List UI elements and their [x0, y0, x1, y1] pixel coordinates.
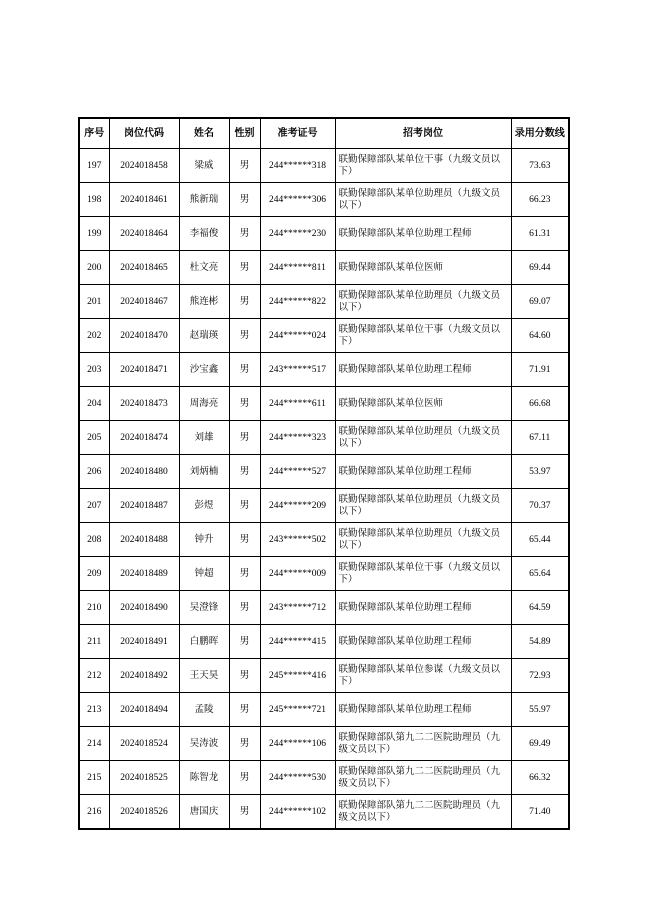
table-body: [79, 149, 569, 830]
row-name-cell: 唐国庆: [179, 795, 229, 830]
row-seq-cell: 204: [79, 387, 109, 421]
row-name-cell: 梁威: [179, 149, 229, 183]
row-name-cell: 陈智龙: [179, 761, 229, 795]
row-position-cell: 联勤保障部队某单位助理工程师: [335, 625, 511, 659]
row-score-cell: 65.64: [511, 557, 569, 591]
table-row: [79, 727, 569, 761]
row-code-cell: 2024018492: [109, 659, 179, 693]
table-row: [79, 421, 569, 455]
row-name-cell: 李福俊: [179, 217, 229, 251]
row-name-cell: 赵瑞瑛: [179, 319, 229, 353]
row-ticket-cell: 244******415: [260, 625, 335, 659]
table-row: [79, 523, 569, 557]
table-row: [79, 693, 569, 727]
row-seq-cell: 210: [79, 591, 109, 625]
row-code-cell: 2024018470: [109, 319, 179, 353]
row-name-cell: 钟超: [179, 557, 229, 591]
row-name-cell: 吴澄锋: [179, 591, 229, 625]
row-gender-cell: 男: [229, 693, 260, 727]
row-position-cell: 联勤保障部队某单位干事（九级文员以下）: [335, 319, 511, 353]
row-code-cell: 2024018488: [109, 523, 179, 557]
row-ticket-cell: 244******323: [260, 421, 335, 455]
row-code-cell: 2024018473: [109, 387, 179, 421]
row-code-cell: 2024018525: [109, 761, 179, 795]
col-header-seq: 序号: [79, 118, 109, 149]
row-position-cell: 联勤保障部队第九二二医院助理员（九级文员以下）: [335, 761, 511, 795]
table-row: [79, 625, 569, 659]
row-score-cell: 64.60: [511, 319, 569, 353]
row-gender-cell: 男: [229, 353, 260, 387]
row-score-cell: 66.23: [511, 183, 569, 217]
row-name-cell: 刘炳楠: [179, 455, 229, 489]
row-seq-cell: 205: [79, 421, 109, 455]
row-seq-cell: 208: [79, 523, 109, 557]
row-gender-cell: 男: [229, 727, 260, 761]
row-seq-cell: 206: [79, 455, 109, 489]
row-position-cell: 联勤保障部队某单位医师: [335, 251, 511, 285]
row-position-cell: 联勤保障部队某单位助理员（九级文员以下）: [335, 183, 511, 217]
col-header-name: 姓名: [179, 118, 229, 149]
row-code-cell: 2024018465: [109, 251, 179, 285]
table-row: [79, 489, 569, 523]
row-ticket-cell: 244******611: [260, 387, 335, 421]
row-code-cell: 2024018489: [109, 557, 179, 591]
row-position-cell: 联勤保障部队第九二二医院助理员（九级文员以下）: [335, 727, 511, 761]
row-position-cell: 联勤保障部队某单位助理工程师: [335, 353, 511, 387]
col-header-code: 岗位代码: [109, 118, 179, 149]
row-score-cell: 71.40: [511, 795, 569, 830]
recruitment-score-table: [78, 117, 570, 830]
row-score-cell: 72.93: [511, 659, 569, 693]
row-name-cell: 熊连彬: [179, 285, 229, 319]
table-row: [79, 149, 569, 183]
row-ticket-cell: 244******230: [260, 217, 335, 251]
row-score-cell: 54.89: [511, 625, 569, 659]
row-position-cell: 联勤保障部队某单位参谋（九级文员以下）: [335, 659, 511, 693]
row-gender-cell: 男: [229, 217, 260, 251]
row-ticket-cell: 244******106: [260, 727, 335, 761]
row-score-cell: 73.63: [511, 149, 569, 183]
row-seq-cell: 203: [79, 353, 109, 387]
table-row: [79, 319, 569, 353]
row-seq-cell: 209: [79, 557, 109, 591]
row-score-cell: 66.32: [511, 761, 569, 795]
row-code-cell: 2024018526: [109, 795, 179, 830]
row-score-cell: 61.31: [511, 217, 569, 251]
row-seq-cell: 214: [79, 727, 109, 761]
row-ticket-cell: 244******306: [260, 183, 335, 217]
row-code-cell: 2024018491: [109, 625, 179, 659]
row-seq-cell: 216: [79, 795, 109, 830]
table-row: [79, 557, 569, 591]
row-ticket-cell: 244******024: [260, 319, 335, 353]
row-gender-cell: 男: [229, 761, 260, 795]
col-header-position: 招考岗位: [335, 118, 511, 149]
row-position-cell: 联勤保障部队某单位助理员（九级文员以下）: [335, 523, 511, 557]
row-seq-cell: 200: [79, 251, 109, 285]
row-gender-cell: 男: [229, 251, 260, 285]
table-row: [79, 251, 569, 285]
row-score-cell: 53.97: [511, 455, 569, 489]
row-ticket-cell: 244******811: [260, 251, 335, 285]
row-position-cell: 联勤保障部队某单位助理工程师: [335, 217, 511, 251]
row-code-cell: 2024018474: [109, 421, 179, 455]
row-seq-cell: 199: [79, 217, 109, 251]
row-code-cell: 2024018480: [109, 455, 179, 489]
row-ticket-cell: 243******517: [260, 353, 335, 387]
row-name-cell: 吴涛波: [179, 727, 229, 761]
row-ticket-cell: 243******712: [260, 591, 335, 625]
table-row: [79, 387, 569, 421]
row-position-cell: 联勤保障部队某单位助理工程师: [335, 693, 511, 727]
table-row: [79, 455, 569, 489]
row-gender-cell: 男: [229, 523, 260, 557]
row-score-cell: 69.44: [511, 251, 569, 285]
row-gender-cell: 男: [229, 625, 260, 659]
row-position-cell: 联勤保障部队某单位干事（九级文员以下）: [335, 557, 511, 591]
row-position-cell: 联勤保障部队某单位助理工程师: [335, 591, 511, 625]
row-name-cell: 熊新瑞: [179, 183, 229, 217]
row-seq-cell: 201: [79, 285, 109, 319]
row-score-cell: 69.07: [511, 285, 569, 319]
row-code-cell: 2024018458: [109, 149, 179, 183]
row-seq-cell: 197: [79, 149, 109, 183]
row-seq-cell: 212: [79, 659, 109, 693]
row-score-cell: 66.68: [511, 387, 569, 421]
row-position-cell: 联勤保障部队某单位干事（九级文员以下）: [335, 149, 511, 183]
row-name-cell: 孟陵: [179, 693, 229, 727]
table-row: [79, 183, 569, 217]
row-ticket-cell: 244******209: [260, 489, 335, 523]
table-row: [79, 353, 569, 387]
row-name-cell: 彭煜: [179, 489, 229, 523]
row-name-cell: 白鹏晖: [179, 625, 229, 659]
row-gender-cell: 男: [229, 557, 260, 591]
row-gender-cell: 男: [229, 421, 260, 455]
row-score-cell: 55.97: [511, 693, 569, 727]
row-name-cell: 沙宝鑫: [179, 353, 229, 387]
row-name-cell: 王天昊: [179, 659, 229, 693]
row-gender-cell: 男: [229, 591, 260, 625]
row-gender-cell: 男: [229, 489, 260, 523]
row-seq-cell: 215: [79, 761, 109, 795]
row-seq-cell: 207: [79, 489, 109, 523]
row-gender-cell: 男: [229, 319, 260, 353]
row-code-cell: 2024018487: [109, 489, 179, 523]
row-score-cell: 70.37: [511, 489, 569, 523]
row-name-cell: 刘雄: [179, 421, 229, 455]
row-code-cell: 2024018471: [109, 353, 179, 387]
row-gender-cell: 男: [229, 183, 260, 217]
row-score-cell: 64.59: [511, 591, 569, 625]
row-ticket-cell: 244******102: [260, 795, 335, 830]
row-seq-cell: 198: [79, 183, 109, 217]
row-ticket-cell: 245******721: [260, 693, 335, 727]
row-seq-cell: 213: [79, 693, 109, 727]
row-ticket-cell: 244******527: [260, 455, 335, 489]
row-code-cell: 2024018461: [109, 183, 179, 217]
row-code-cell: 2024018464: [109, 217, 179, 251]
row-ticket-cell: 245******416: [260, 659, 335, 693]
row-score-cell: 67.11: [511, 421, 569, 455]
table-row: [79, 761, 569, 795]
row-code-cell: 2024018524: [109, 727, 179, 761]
row-score-cell: 69.49: [511, 727, 569, 761]
row-position-cell: 联勤保障部队某单位医师: [335, 387, 511, 421]
row-gender-cell: 男: [229, 659, 260, 693]
col-header-gender: 性别: [229, 118, 260, 149]
row-code-cell: 2024018467: [109, 285, 179, 319]
row-ticket-cell: 244******318: [260, 149, 335, 183]
row-score-cell: 65.44: [511, 523, 569, 557]
row-score-cell: 71.91: [511, 353, 569, 387]
row-ticket-cell: 244******530: [260, 761, 335, 795]
row-seq-cell: 211: [79, 625, 109, 659]
col-header-score: 录用分数线: [511, 118, 569, 149]
row-code-cell: 2024018494: [109, 693, 179, 727]
row-ticket-cell: 244******822: [260, 285, 335, 319]
table-row: [79, 285, 569, 319]
row-name-cell: 杜文亮: [179, 251, 229, 285]
row-gender-cell: 男: [229, 387, 260, 421]
table-row: [79, 659, 569, 693]
row-name-cell: 钟升: [179, 523, 229, 557]
col-header-ticket: 准考证号: [260, 118, 335, 149]
row-position-cell: 联勤保障部队某单位助理员（九级文员以下）: [335, 285, 511, 319]
row-position-cell: 联勤保障部队某单位助理员（九级文员以下）: [335, 489, 511, 523]
row-gender-cell: 男: [229, 149, 260, 183]
row-position-cell: 联勤保障部队某单位助理工程师: [335, 455, 511, 489]
row-ticket-cell: 244******009: [260, 557, 335, 591]
table-header-row: [79, 118, 569, 149]
row-position-cell: 联勤保障部队第九二二医院助理员（九级文员以下）: [335, 795, 511, 830]
table-row: [79, 217, 569, 251]
table-row: [79, 591, 569, 625]
row-seq-cell: 202: [79, 319, 109, 353]
row-gender-cell: 男: [229, 285, 260, 319]
row-gender-cell: 男: [229, 455, 260, 489]
row-gender-cell: 男: [229, 795, 260, 830]
table-row: [79, 795, 569, 830]
row-position-cell: 联勤保障部队某单位助理员（九级文员以下）: [335, 421, 511, 455]
row-ticket-cell: 243******502: [260, 523, 335, 557]
row-code-cell: 2024018490: [109, 591, 179, 625]
row-name-cell: 周海亮: [179, 387, 229, 421]
